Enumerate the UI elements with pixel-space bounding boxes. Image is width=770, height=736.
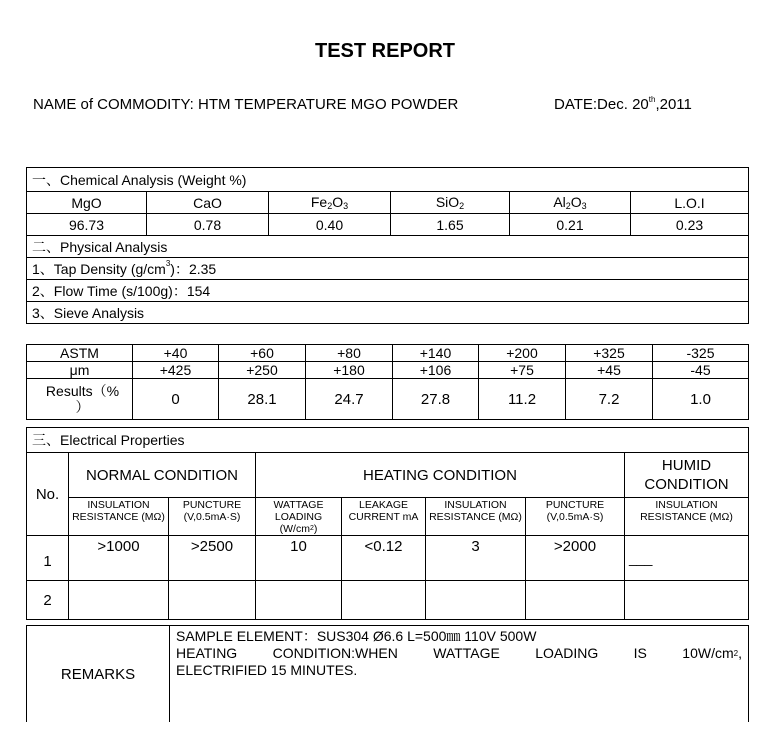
result-value: 1.0 — [653, 379, 749, 420]
humid-condition-header: HUMID CONDITION — [625, 453, 749, 498]
heating-condition-header: HEATING CONDITION — [256, 453, 625, 498]
normal-condition-header: NORMAL CONDITION — [69, 453, 256, 498]
result-value: 27.8 — [393, 379, 479, 420]
chem-col-mgo: MgO — [27, 192, 147, 214]
result-value: 11.2 — [479, 379, 566, 420]
astm-value: +60 — [219, 345, 306, 362]
remarks-table — [26, 625, 749, 722]
chem-value: 1.65 — [391, 214, 510, 236]
electrical-value: 10 — [256, 536, 342, 581]
electrical-heading: 三、Electrical Properties — [27, 428, 749, 453]
chem-value: 0.40 — [269, 214, 391, 236]
astm-value: +325 — [566, 345, 653, 362]
chem-col-loi: L.O.I — [631, 192, 749, 214]
um-label: μm — [27, 362, 133, 379]
chem-value: 0.78 — [147, 214, 269, 236]
insulation-resistance-header: INSULATION RESISTANCE (MΩ) — [69, 498, 169, 536]
um-value: +106 — [393, 362, 479, 379]
insulation-resistance-header: INSULATION RESISTANCE (MΩ) — [426, 498, 526, 536]
insulation-resistance-header: INSULATION RESISTANCE (MΩ) — [625, 498, 749, 536]
um-value: -45 — [653, 362, 749, 379]
electrical-value: ___ — [625, 536, 749, 581]
electrical-value: >1000 — [69, 536, 169, 581]
tap-density: 1、Tap Density $(g/cm^3)$：2.35 — [27, 258, 749, 280]
um-value: +180 — [306, 362, 393, 379]
electrical-value — [69, 581, 169, 620]
chem-col-sio2: SiO$_2$ — [391, 192, 510, 214]
um-value: +75 — [479, 362, 566, 379]
chemical-heading: 一、Chemical Analysis (Weight %) — [27, 168, 749, 192]
chemical-physical-table — [26, 167, 749, 324]
report-title: TEST REPORT — [314, 40, 455, 62]
electrical-value — [625, 581, 749, 620]
electrical-value — [169, 581, 256, 620]
um-value: +425 — [133, 362, 219, 379]
remarks-label: REMARKS — [27, 626, 170, 723]
chem-value: 0.21 — [510, 214, 631, 236]
remarks-text: SAMPLE ELEMENT：SUS304 Ø6.6 L=500㎜ 110V 500W HEATING CONDITION:WHEN WATTAGE LOADING IS $10W/cm^2$, ELECTRIFIED 15 MINUTES. — [170, 626, 749, 723]
puncture-header: PUNCTURE (V,0.5mA·S) — [169, 498, 256, 536]
chem-value: 0.23 — [631, 214, 749, 236]
commodity-name: NAME of COMMODITY: HTM TEMPERATURE MGO POWDER — [33, 96, 459, 113]
um-value: +45 — [566, 362, 653, 379]
chem-col-cao: CaO — [147, 192, 269, 214]
result-value: 24.7 — [306, 379, 393, 420]
row-number: 2 — [27, 581, 69, 620]
astm-value: +140 — [393, 345, 479, 362]
electrical-value: <0.12 — [342, 536, 426, 581]
puncture-header: PUNCTURE (V,0.5mA·S) — [526, 498, 625, 536]
electrical-value: >2500 — [169, 536, 256, 581]
chem-col-fe2o3: $Fe_2O_3$ — [269, 192, 391, 214]
astm-value: -325 — [653, 345, 749, 362]
electrical-table — [26, 427, 749, 620]
electrical-value — [426, 581, 526, 620]
electrical-value: >2000 — [526, 536, 625, 581]
flow-time: 2、Flow Time (s/100g)：154 — [27, 280, 749, 302]
astm-value: +200 — [479, 345, 566, 362]
report-date: DATE:Dec. 20th,2011 — [554, 95, 692, 113]
result-value: 7.2 — [566, 379, 653, 420]
electrical-value — [526, 581, 625, 620]
um-value: +250 — [219, 362, 306, 379]
sieve-table — [26, 344, 749, 420]
astm-value: +80 — [306, 345, 393, 362]
electrical-value: 3 — [426, 536, 526, 581]
result-value: 0 — [133, 379, 219, 420]
astm-label: ASTM — [27, 345, 133, 362]
astm-value: +40 — [133, 345, 219, 362]
leakage-current-header: LEAKAGE CURRENT mA — [342, 498, 426, 536]
electrical-value — [342, 581, 426, 620]
result-value: 28.1 — [219, 379, 306, 420]
row-number: 1 — [27, 536, 69, 581]
chem-value: 96.73 — [27, 214, 147, 236]
electrical-value — [256, 581, 342, 620]
wattage-loading-header: WATTAGE LOADING $(W/cm^2)$ — [256, 498, 342, 536]
sieve-heading: 3、Sieve Analysis — [27, 302, 749, 324]
no-header: No. — [27, 453, 69, 536]
chem-col-al2o3: $Al_2O_3$ — [510, 192, 631, 214]
physical-heading: 二、Physical Analysis — [27, 236, 749, 258]
results-label: Results（% ） — [27, 379, 133, 420]
